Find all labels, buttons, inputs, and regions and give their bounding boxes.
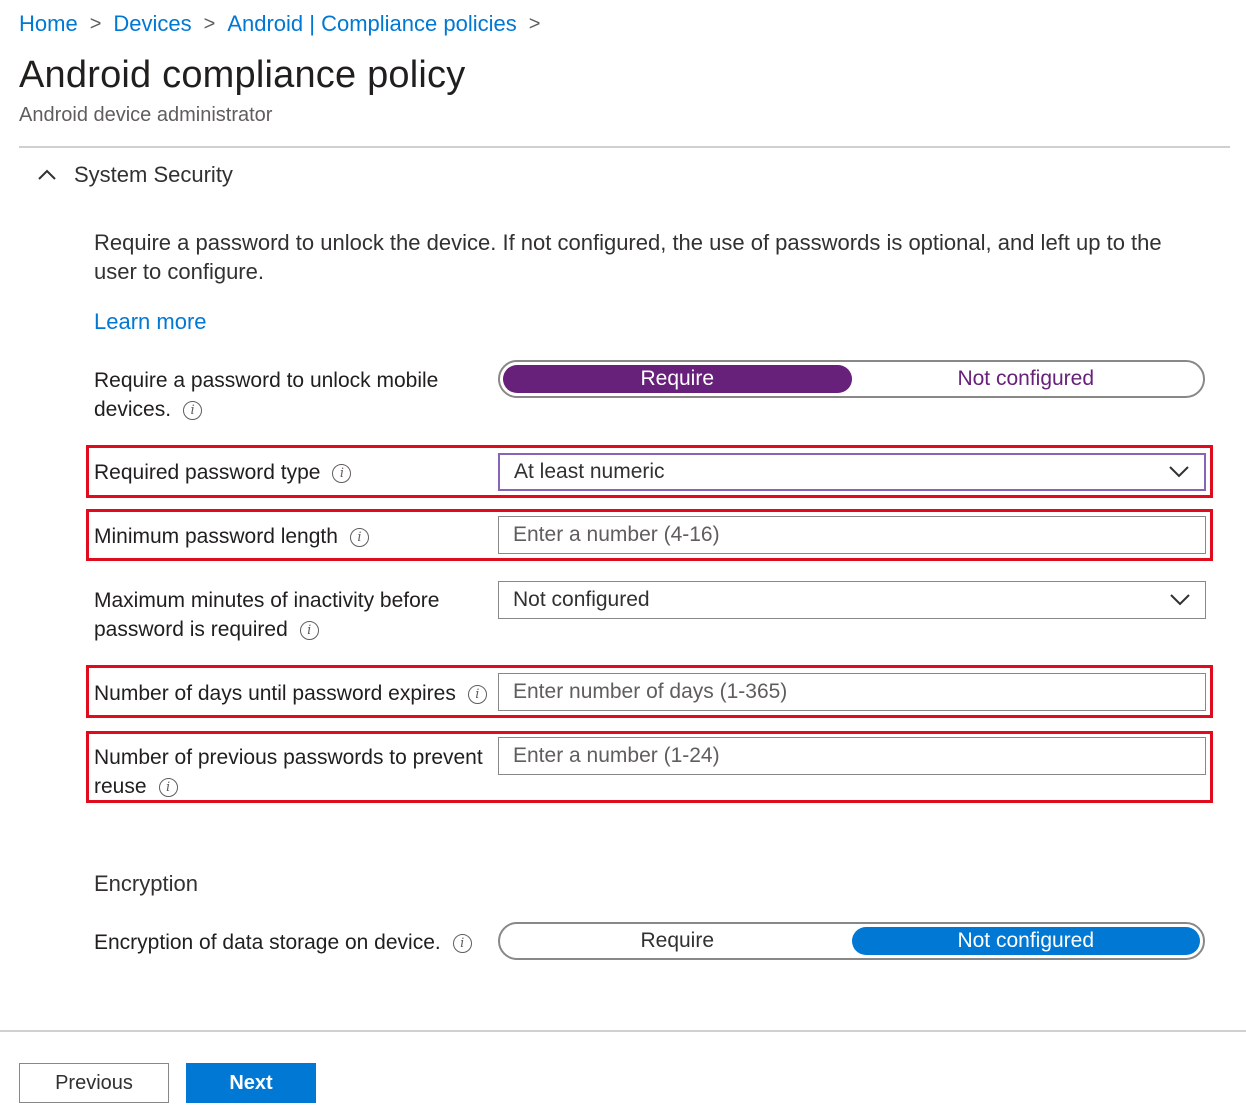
chevron-down-icon [1168, 465, 1190, 479]
encryption-label-text: Encryption of data storage on device. [94, 931, 441, 954]
chevron-down-icon [1169, 593, 1191, 607]
encryption-toggle [498, 922, 1205, 960]
chevron-right-icon: > [203, 12, 216, 35]
info-icon[interactable]: i [453, 934, 472, 953]
page-title: Android compliance policy [19, 54, 466, 96]
section-title: System Security [74, 162, 233, 187]
section-description: Require a password to unlock the device. If not configured, the use of passwords is optional, and left up to the user to configure. [94, 230, 1162, 284]
prev-passwords-field [498, 737, 1206, 775]
page-subtitle: Android device administrator [19, 104, 273, 126]
require-password-label-text: Require a password to unlock mobile devices. [94, 369, 439, 421]
password-type-value: At least numeric [514, 460, 665, 483]
prev-passwords-input[interactable] [513, 744, 1191, 768]
footer-divider [0, 1030, 1246, 1032]
days-expire-label [94, 679, 504, 708]
days-expire-field [498, 673, 1206, 711]
max-inactivity-dropdown[interactable] [498, 581, 1206, 619]
chevron-right-icon: > [528, 12, 541, 35]
previous-button[interactable]: Previous [19, 1063, 169, 1103]
min-length-label-text: Minimum password length [94, 525, 338, 548]
password-type-label [94, 458, 351, 487]
info-icon[interactable]: i [183, 401, 202, 420]
info-icon[interactable]: i [468, 685, 487, 704]
max-inactivity-label-text: Maximum minutes of inactivity before password is required [94, 589, 440, 641]
header-divider [19, 146, 1230, 148]
breadcrumb-devices[interactable]: Devices [113, 11, 192, 36]
prev-passwords-label-text: Number of previous passwords to prevent reuse [94, 746, 483, 798]
password-type-label-text: Required password type [94, 461, 321, 484]
breadcrumb [19, 11, 552, 37]
encryption-label [94, 928, 472, 957]
days-expire-label-text: Number of days until password expires [94, 682, 456, 705]
min-length-input[interactable] [513, 523, 1191, 547]
max-inactivity-label [94, 586, 484, 644]
encryption-option-require[interactable]: Require [640, 929, 715, 952]
min-length-label [94, 522, 369, 551]
learn-more-link[interactable]: Learn more [94, 309, 207, 334]
max-inactivity-value: Not configured [513, 588, 650, 611]
require-password-option-not-configured[interactable]: Not configured [957, 367, 1095, 390]
require-password-option-require[interactable]: Require [503, 365, 852, 393]
chevron-up-icon [36, 164, 58, 186]
require-password-label [94, 366, 474, 424]
require-password-toggle [498, 360, 1205, 398]
info-icon[interactable]: i [159, 778, 178, 797]
next-button[interactable]: Next [186, 1063, 316, 1103]
breadcrumb-compliance-policies[interactable]: Android | Compliance policies [227, 11, 517, 36]
system-security-section-toggle[interactable] [36, 162, 233, 188]
encryption-option-not-configured[interactable]: Not configured [852, 927, 1201, 955]
info-icon[interactable]: i [350, 528, 369, 547]
password-type-dropdown[interactable] [498, 453, 1206, 491]
min-length-field [498, 516, 1206, 554]
chevron-right-icon: > [89, 12, 102, 35]
breadcrumb-home[interactable]: Home [19, 11, 78, 36]
days-expire-input[interactable] [513, 680, 1191, 704]
info-icon[interactable]: i [332, 464, 351, 483]
encryption-heading: Encryption [94, 871, 198, 896]
info-icon[interactable]: i [300, 621, 319, 640]
prev-passwords-label [94, 743, 498, 801]
